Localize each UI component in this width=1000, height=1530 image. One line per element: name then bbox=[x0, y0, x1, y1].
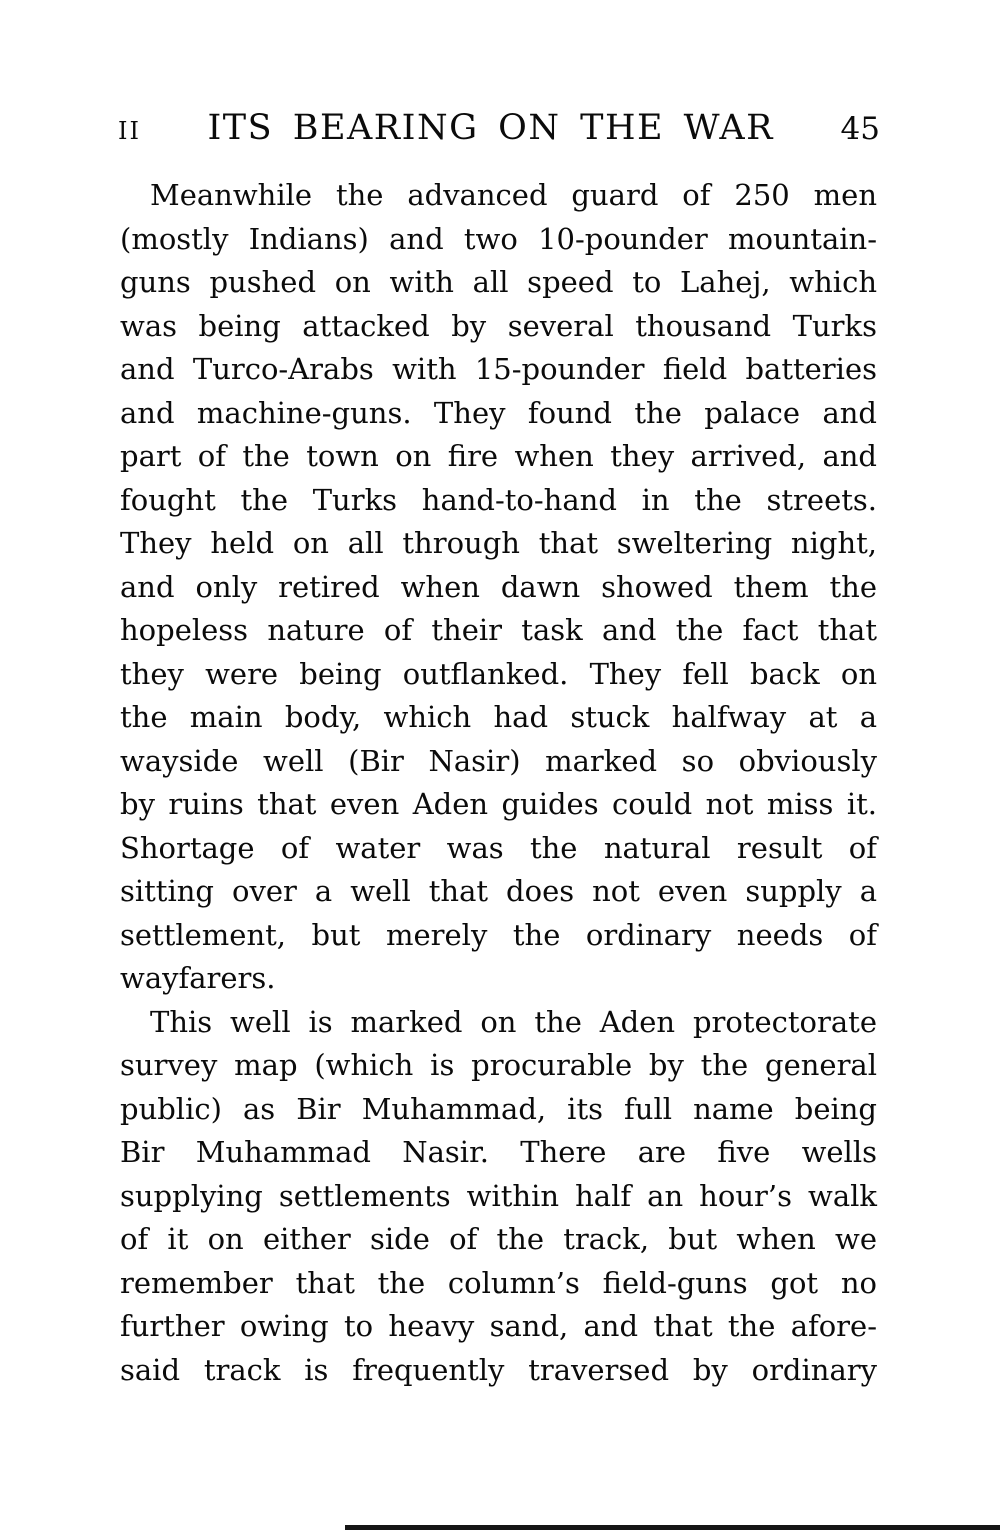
scan-artifact-bar bbox=[345, 1525, 1000, 1530]
text-line: further owing to heavy sand, and that the afore- bbox=[120, 1309, 877, 1343]
text-line: They held on all through that sweltering night, bbox=[120, 526, 877, 560]
text-line: public) as Bir Muhammad, its full name being bbox=[120, 1091, 877, 1126]
text-line: remember that the column’s field-guns got no bbox=[120, 1265, 877, 1300]
page-number: 45 bbox=[840, 111, 880, 147]
text-line: Meanwhile the advanced guard of 250 men bbox=[150, 178, 877, 212]
text-line: wayfarers. bbox=[120, 961, 276, 995]
text-line: and machine-guns. They found the palace and bbox=[120, 395, 877, 430]
text-line: supplying settlements within half an hour’s walk bbox=[120, 1178, 877, 1213]
text-line: and Turco-Arabs with 15-pounder field batteries bbox=[120, 352, 877, 386]
text-line: was being attacked by several thousand Turks bbox=[120, 308, 877, 343]
text-line: (mostly Indians) and two 10-pounder mountain- bbox=[120, 221, 877, 256]
text-line: Shortage of water was the natural result of bbox=[120, 830, 877, 865]
paragraph bbox=[120, 174, 877, 1001]
text-line: hopeless nature of their task and the fact that bbox=[120, 613, 877, 647]
text-line: sitting over a well that does not even supply a bbox=[120, 874, 877, 908]
paragraph bbox=[120, 1001, 877, 1393]
text-line: by ruins that even Aden guides could not miss it. bbox=[120, 787, 877, 821]
text-line: they were being outflanked. They fell back on bbox=[120, 656, 877, 691]
text-line: and only retired when dawn showed them the bbox=[120, 569, 877, 604]
text-line: said track is frequently traversed by ordinary bbox=[120, 1352, 877, 1387]
running-title: ITS BEARING ON THE WAR bbox=[207, 108, 775, 148]
text-line: Bir Muhammad Nasir. There are five wells bbox=[120, 1135, 877, 1169]
page-body bbox=[120, 174, 877, 1392]
text-line: fought the Turks hand-to-hand in the streets. bbox=[120, 482, 877, 517]
text-line: survey map (which is procurable by the general bbox=[120, 1048, 877, 1082]
running-header bbox=[118, 108, 880, 148]
text-line: of it on either side of the track, but when we bbox=[120, 1222, 877, 1256]
chapter-number: II bbox=[118, 117, 141, 145]
text-line: part of the town on fire when they arrived, and bbox=[120, 439, 877, 473]
text-line: guns pushed on with all speed to Lahej, which bbox=[120, 265, 877, 299]
text-line: wayside well (Bir Nasir) marked so obviously bbox=[120, 743, 877, 778]
text-line: This well is marked on the Aden protectorate bbox=[150, 1004, 877, 1039]
text-line: the main body, which had stuck halfway at a bbox=[120, 700, 877, 734]
text-line: settlement, but merely the ordinary needs of bbox=[120, 917, 877, 952]
